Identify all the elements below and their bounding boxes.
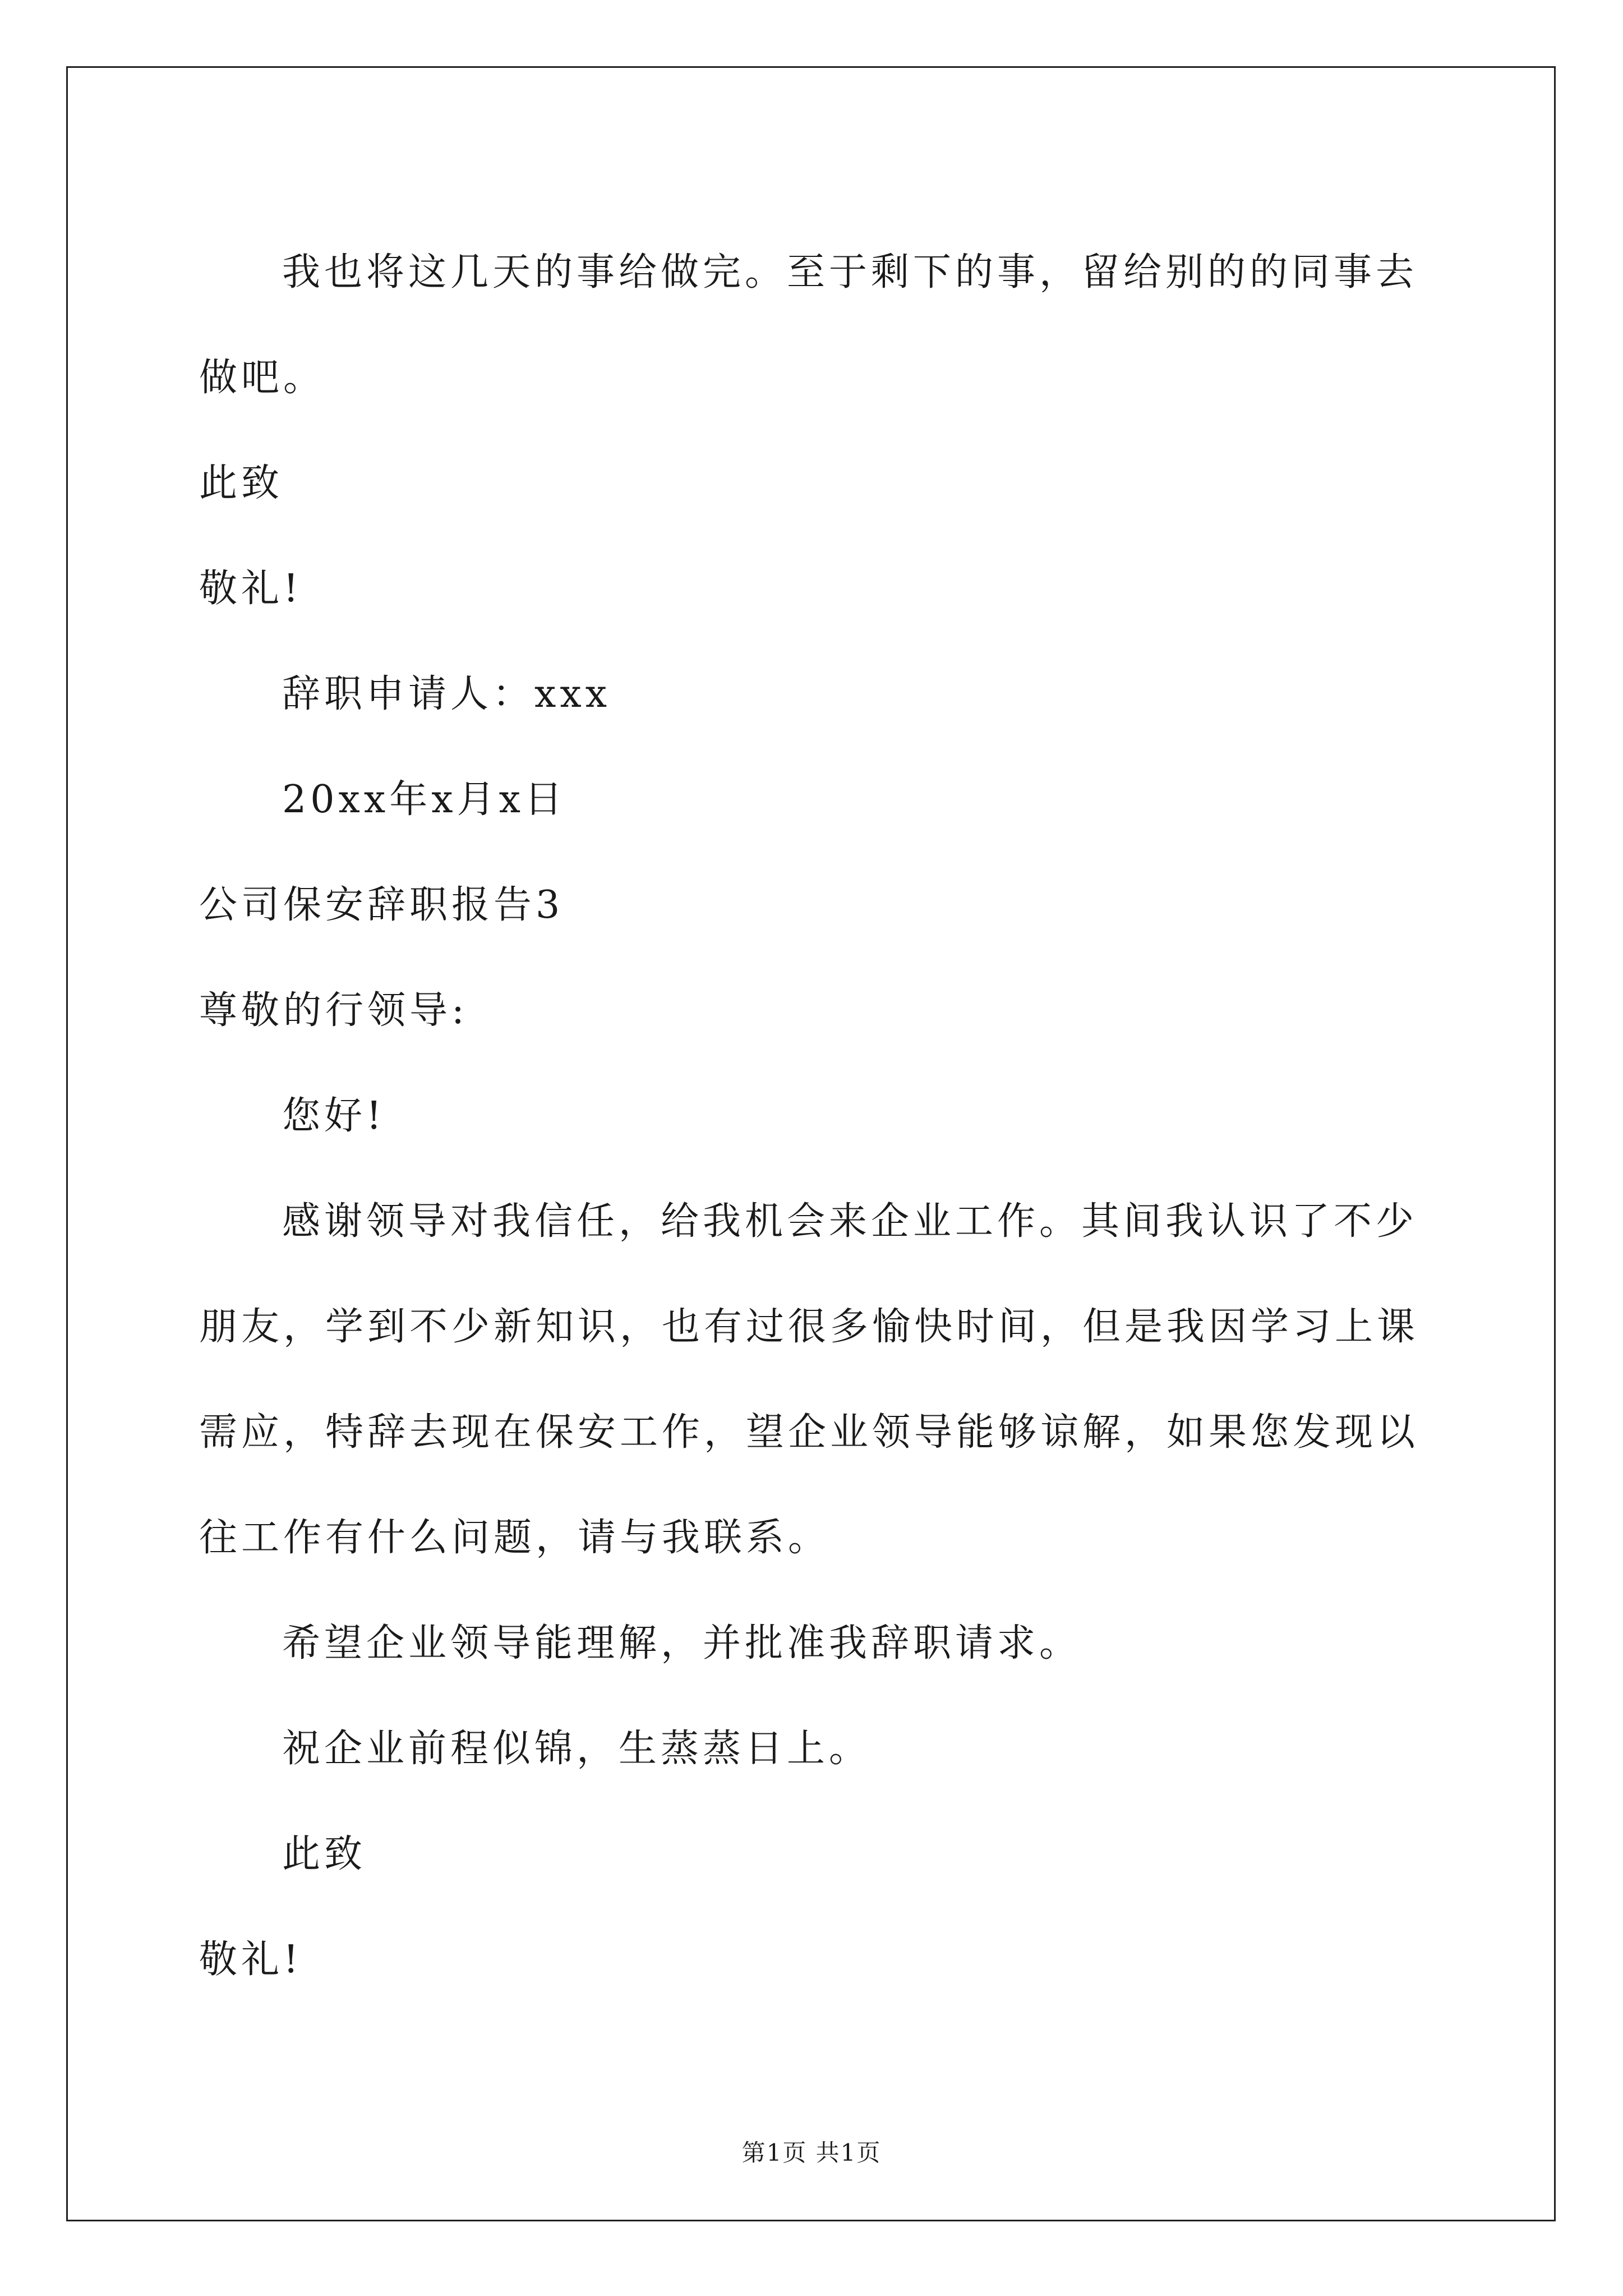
closing-cizhi-2: 此致 <box>282 1832 367 1876</box>
paragraph-request: 希望企业领导能理解，并批准我辞职请求。 <box>282 1621 1082 1665</box>
document-body <box>199 220 1455 2013</box>
closing-jingli: 敬礼! <box>199 567 303 611</box>
paragraph-unfinished-work: 我也将这几天的事给做完。至于剩下的事，留给别的的同事去做吧。 <box>199 250 1418 400</box>
section-title: 公司保安辞职报告3 <box>199 883 564 927</box>
paragraph-wishes: 祝企业前程似锦，生蒸蒸日上。 <box>282 1727 872 1771</box>
page-footer: 第1页 共1页 <box>741 2139 882 2166</box>
closing-cizhi: 此致 <box>199 461 284 505</box>
closing-jingli-2: 敬礼! <box>199 1938 303 1982</box>
greeting: 您好! <box>282 1094 386 1138</box>
signature-applicant: 辞职申请人：xxx <box>282 672 611 716</box>
paragraph-thanks: 感谢领导对我信任，给我机会来企业工作。其间我认识了不少朋友，学到不少新知识，也有过很多愉快时间，但是我因学习上课需应，特辞去现在保安工作，望企业领导能够谅解，如果您发现以往工作有什么问题，请与我联系。 <box>199 1199 1419 1560</box>
salutation: 尊敬的行领导: <box>199 988 468 1033</box>
signature-date: 20xx年x月x日 <box>282 777 566 822</box>
